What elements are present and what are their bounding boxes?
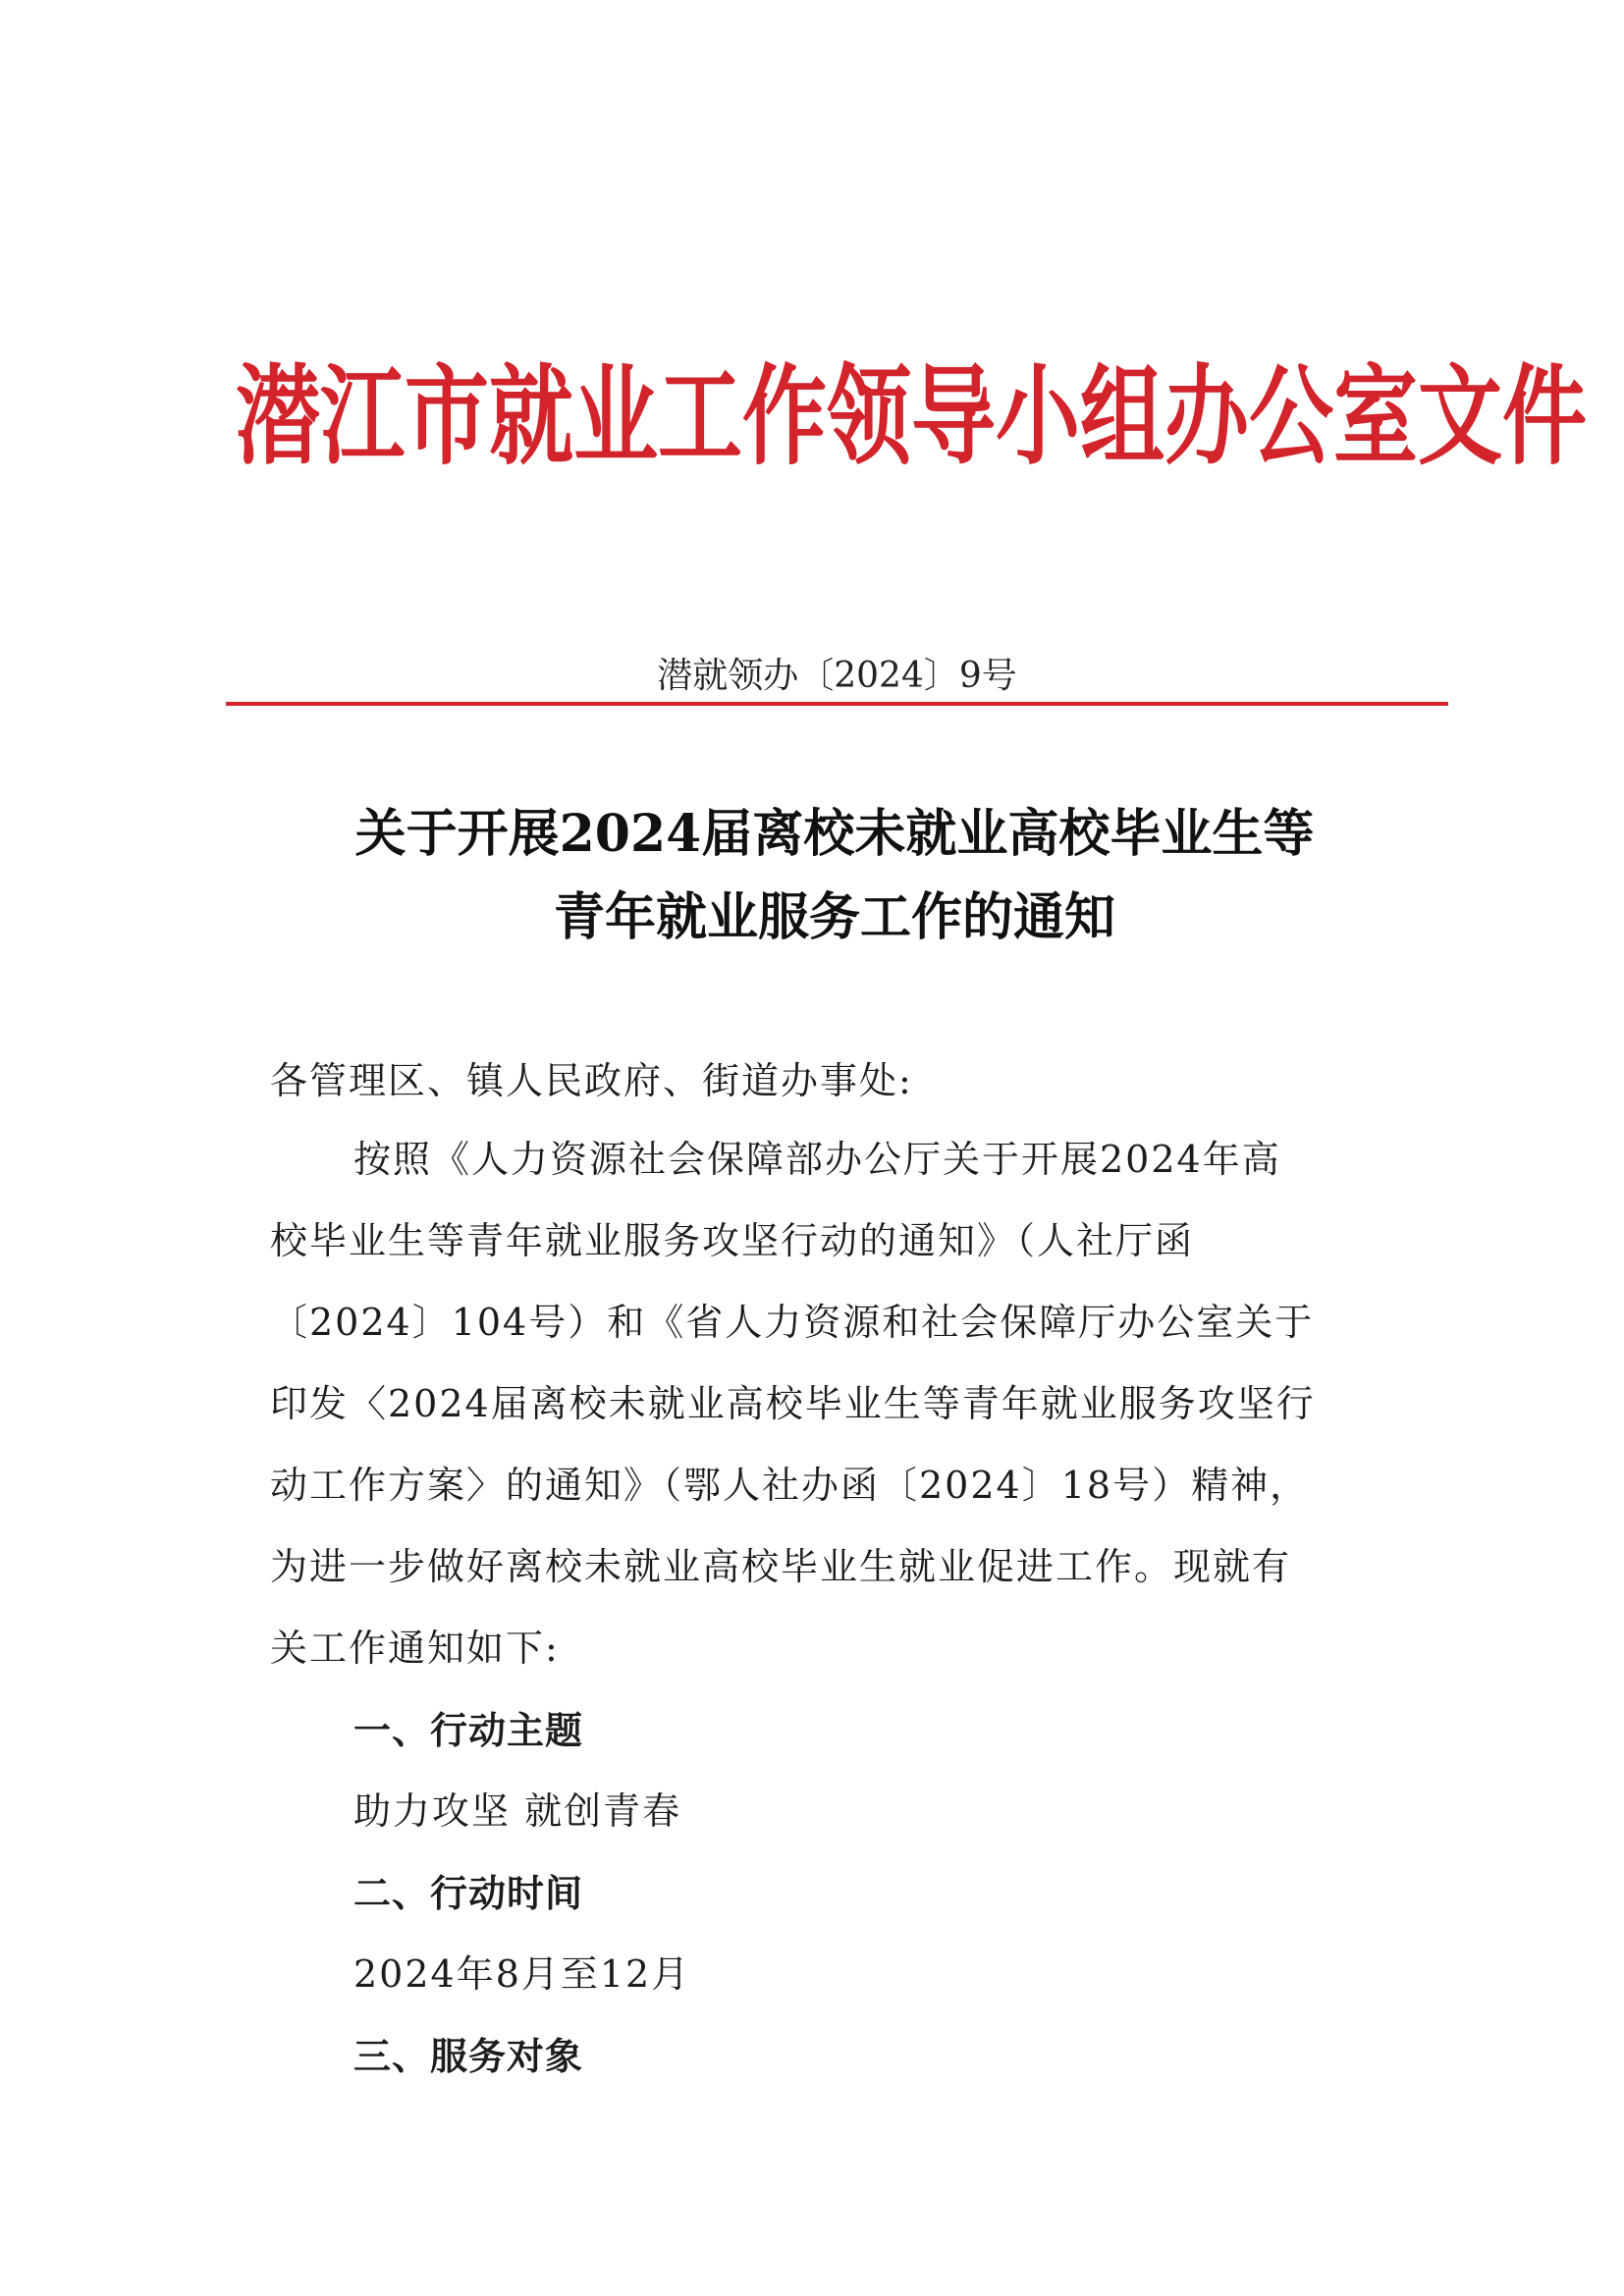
notice-title-line-1: 关于开展2024届离校未就业高校毕业生等 [354, 804, 1315, 864]
section-heading-theme: 一、行动主题 [353, 1708, 584, 1752]
paragraph-line: 印发〈2024届离校未就业高校毕业生等青年就业服务攻坚行 [270, 1382, 1316, 1425]
document-number: 潜就领办〔2024〕9号 [657, 656, 1017, 696]
addressee: 各管理区、镇人民政府、街道办事处: [270, 1059, 913, 1102]
section-text-theme: 助力攻坚 就创青春 [353, 1789, 682, 1833]
section-heading-target: 三、服务对象 [353, 2034, 584, 2078]
paragraph-line: 关工作通知如下: [270, 1627, 560, 1670]
section-heading-time: 二、行动时间 [353, 1871, 584, 1915]
paragraph-line: 为进一步做好离校未就业高校毕业生就业促进工作。现就有 [270, 1545, 1292, 1588]
section-text-time: 2024年8月至12月 [353, 1952, 691, 1996]
notice-title-line-2: 青年就业服务工作的通知 [553, 887, 1115, 947]
paragraph-line: 校毕业生等青年就业服务攻坚行动的通知》（人社厅函 [270, 1219, 1195, 1262]
paragraph-line: 〔2024〕104号）和《省人力资源和社会保障厅办公室关于 [270, 1301, 1315, 1344]
paragraph-line: 动工作方案〉的通知》（鄂人社办函〔2024〕18号）精神， [270, 1464, 1310, 1507]
masthead-title: 潜江市就业工作领导小组办公室文件 [236, 353, 1587, 481]
red-divider-line [226, 702, 1448, 706]
paragraph-line: 按照《人力资源社会保障部办公厅关于开展2024年高 [353, 1138, 1281, 1181]
